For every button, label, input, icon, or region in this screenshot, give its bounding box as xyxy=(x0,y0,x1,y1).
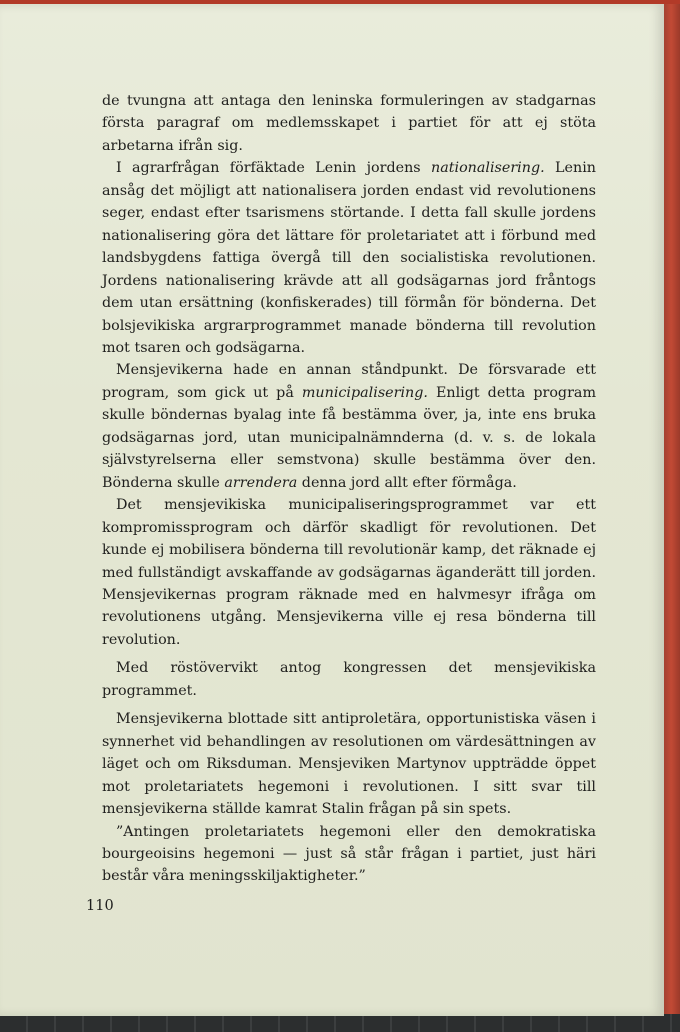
paragraph-5 xyxy=(102,657,596,702)
book-page xyxy=(0,4,664,1016)
paragraph-3-emphasis-b: arrendera xyxy=(224,474,298,491)
paragraph-1 xyxy=(102,90,596,157)
paragraph-3-text-a: Mensjevikerna hade en annan ståndpunkt. De försvarade ett program, som gick ut på xyxy=(102,362,596,401)
paragraph-4-text: Det mensjevikiska municipaliseringsprogrammet var ett kompromissprogram och därför skadligt för revolutionen. Det kunde ej mobilisera bönderna till revolutionär kamp, det räknade ej med fullständigt avskaffande av godsägarnas äganderätt till jorden. Mensjevikernas program räknade med en halvmesyr ifråga om revolutionens utgång. Mensjevikerna ville ej resa bönderna till revolution. xyxy=(102,497,596,648)
paragraph-2-emphasis: nationalisering. xyxy=(431,160,545,177)
paragraph-2-text-b: Lenin ansåg det möjligt att nationalisera jorden endast vid revolutionens seger, endast efter tsarismens störtande. I detta fall skulle jordens nationalisering göra det lättare för proletariatet att i förbund med landsbygdens fattiga övergå till den socialistiska revolutionen. Jordens nationalisering krävde att all godsägarnas jord fråntogs dem utan ersättning (konfiskerades) till förmån för bönderna. Det bolsjevikiska argrarprogrammet manade bönderna till revolution mot tsaren och godsägarna. xyxy=(102,160,596,356)
body-text xyxy=(102,90,596,888)
paragraph-7-text: ”Antingen proletariatets hegemoni eller den demokratiska bourgeoisins hegemoni — just så står frågan i partiet, just häri består våra meningsskiljaktigheter.” xyxy=(102,823,596,885)
paragraph-7-quote xyxy=(102,821,596,888)
paragraph-4 xyxy=(102,494,596,651)
paragraph-6 xyxy=(102,708,596,820)
cutting-mat-background xyxy=(0,1014,680,1032)
paragraph-6-text: Mensjevikerna blottade sitt antiproletära, opportunistiska väsen i synnerhet vid behandlingen av resolutionen om värdesättningen av läget och om Riksduman. Mensjeviken Martynov uppträdde öppet mot proletariatets hegemoni i revolutionen. I sitt svar till mensjevikerna ställde kamrat Stalin frågan på sin spets. xyxy=(102,711,596,818)
paragraph-3-text-c: denna jord allt efter förmåga. xyxy=(297,474,517,491)
page-number: 110 xyxy=(86,898,114,914)
paragraph-1-text: de tvungna att antaga den leninska formuleringen av stadgarnas första paragraf om medlemsskapet i partiet för att ej stöta arbetarna ifrån sig. xyxy=(102,93,596,154)
paragraph-3-text-b: Enligt detta program skulle böndernas byalag inte få bestämma över, ja, inte ens bruka godsägarnas jord, utan municipalnämnderna (d. v. s. de lokala självstyrelserna eller semstvona) skulle bestämma över den. Bönderna skulle xyxy=(102,384,596,491)
paragraph-3 xyxy=(102,359,596,494)
paragraph-5-text: Med röstövervikt antog kongressen det mensjevikiska programmet. xyxy=(102,660,596,699)
paragraph-2 xyxy=(102,157,596,359)
paragraph-2-text-a: I agrarfrågan förfäktade Lenin jordens xyxy=(116,160,432,177)
paragraph-3-emphasis-a: municipalisering. xyxy=(301,384,428,401)
